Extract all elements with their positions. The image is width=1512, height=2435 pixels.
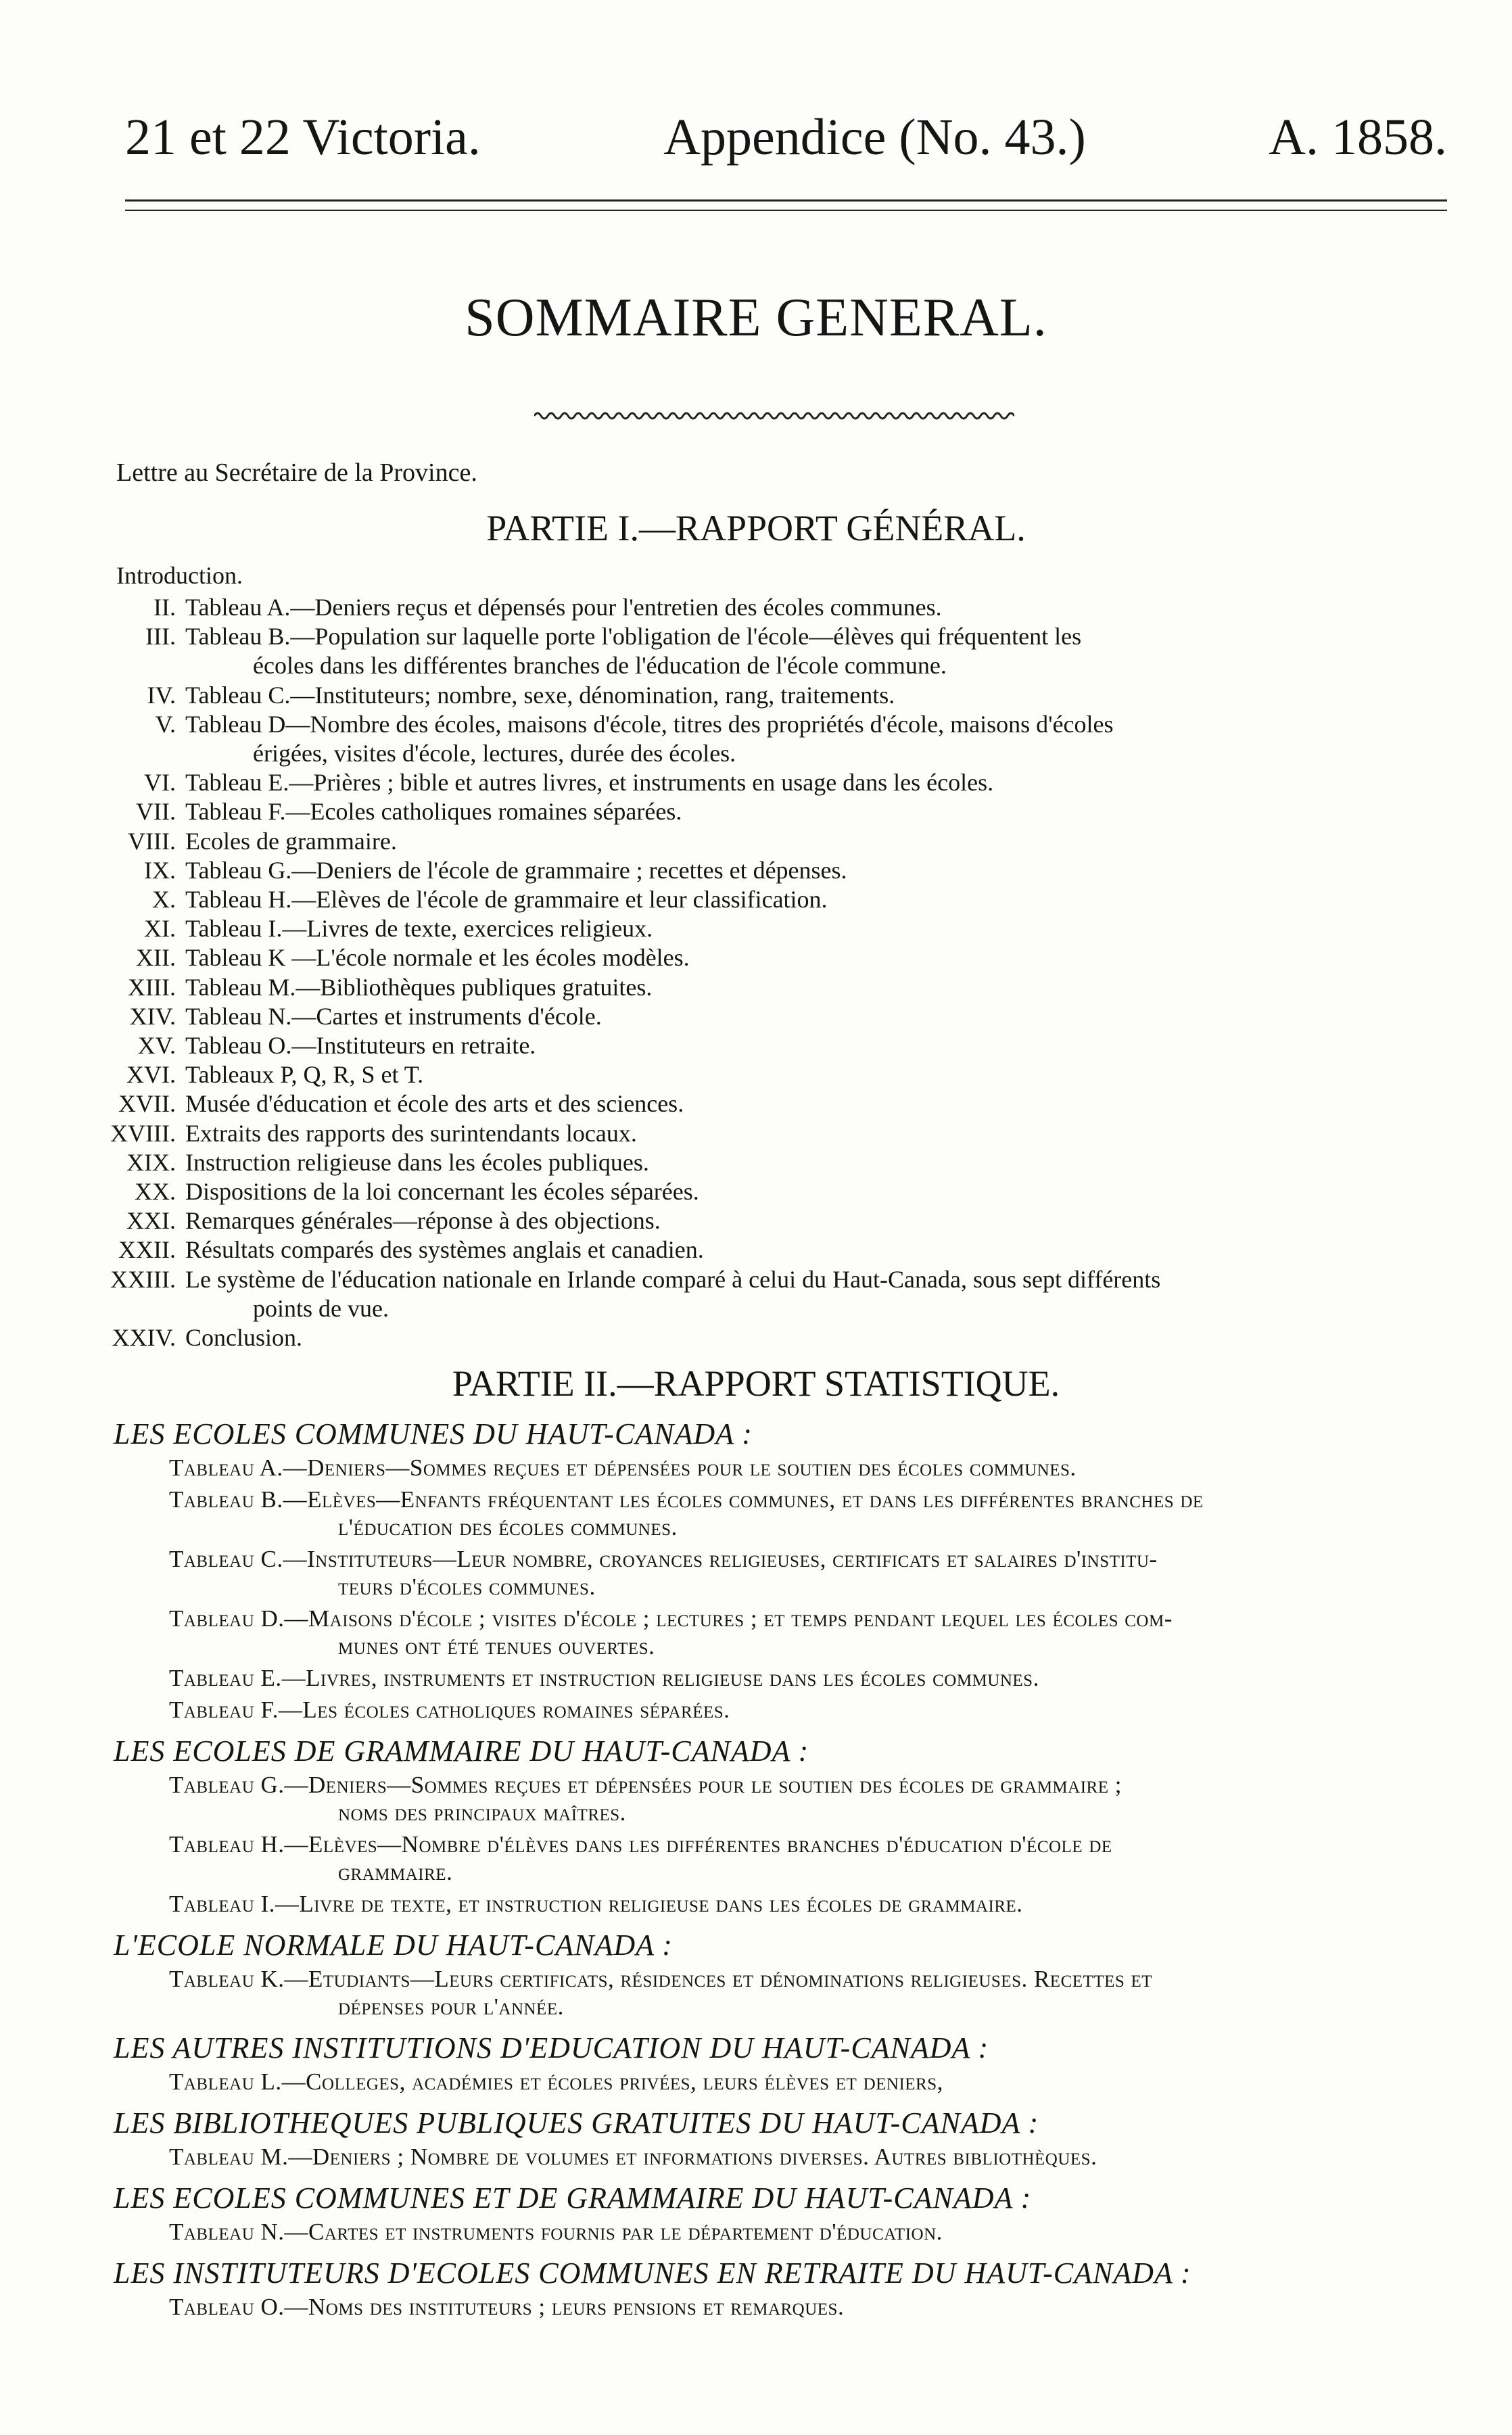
- part1-item: [74, 1237, 704, 1262]
- part1-item-text: Remarques générales—réponse à des objections.: [185, 1207, 661, 1235]
- part1-item-number: XIII.: [128, 973, 176, 1001]
- part1-item: [74, 683, 895, 707]
- part1-item: [74, 858, 847, 882]
- part1-item: [74, 1208, 661, 1233]
- part1-item-continuation: érigées, visites d'école, lectures, durée des écoles.: [253, 740, 736, 767]
- part1-item: [74, 712, 1114, 736]
- part1-item: [74, 829, 397, 853]
- part1-item-text: Tableau A.—Deniers reçus et dépensés pour l'entretien des écoles communes.: [185, 594, 942, 621]
- part1-item-number: XVII.: [118, 1090, 176, 1118]
- part1-item-number: VII.: [136, 798, 176, 826]
- part1-item: [74, 1033, 536, 1058]
- part2-table-entry: Tableau D.—Maisons d'école ; visites d'école ; lectures ; et temps pendant lequel les écoles com-: [169, 1605, 1173, 1632]
- part2-table-entry-continuation: noms des principaux maîtres.: [338, 1799, 626, 1826]
- part2-table-entry: Tableau O.—Noms des instituteurs ; leurs pensions et remarques.: [169, 2294, 845, 2320]
- part1-item-number: XXI.: [126, 1207, 176, 1235]
- header-session: 21 et 22 Victoria.: [125, 109, 481, 166]
- part2-table-entry-continuation: l'éducation des écoles communes.: [338, 1514, 678, 1540]
- letter-line: Lettre au Secrétaire de la Province.: [116, 458, 477, 487]
- part2-table-entry: Tableau M.—Deniers ; Nombre de volumes et informations diverses. Autres bibliothèques.: [169, 2144, 1097, 2170]
- part2-section-title: L'ECOLE NORMALE DU HAUT-CANADA :: [114, 1929, 673, 1962]
- part1-item: [74, 799, 682, 824]
- part1-item-text: Instruction religieuse dans les écoles publiques.: [185, 1148, 649, 1176]
- part1-item: [74, 1062, 423, 1087]
- part2-table-entry: Tableau K.—Etudiants—Leurs certificats, résidences et dénominations religieuses. Recettes et: [169, 1966, 1153, 1992]
- part1-item: [74, 770, 993, 795]
- part1-item: [74, 1004, 602, 1029]
- part1-item-number: XVI.: [126, 1061, 176, 1089]
- part1-item-number: III.: [145, 623, 176, 651]
- header-year: A. 1858.: [1269, 109, 1447, 166]
- part1-introduction: Introduction.: [116, 562, 243, 589]
- part1-item: [74, 595, 942, 619]
- part1-item-number: XI.: [144, 915, 176, 943]
- part1-item: [74, 945, 690, 970]
- part1-item-text: Tableau H.—Elèves de l'école de grammaire et leur classification.: [185, 886, 828, 913]
- part2-table-entry: Tableau G.—Deniers—Sommes reçues et dépensées pour le soutien des écoles de grammaire ;: [169, 1772, 1122, 1798]
- part1-item-number: VI.: [144, 769, 176, 797]
- part1-item: [74, 623, 1082, 651]
- part2-table-entry: Tableau E.—Livres, instruments et instruction religieuse dans les écoles communes.: [169, 1665, 1039, 1691]
- part2-table-entry-continuation: dépenses pour l'année.: [338, 1993, 564, 2020]
- part1-item: [74, 916, 653, 941]
- part1-item-number: XIV.: [129, 1002, 176, 1030]
- page-header: [125, 109, 1447, 166]
- part1-item-number: XII.: [136, 944, 176, 972]
- part1-item-number: V.: [155, 710, 176, 738]
- part1-item: [74, 975, 652, 999]
- part1-item-text: Tableaux P, Q, R, S et T.: [185, 1061, 424, 1089]
- part1-item: [74, 1091, 684, 1116]
- part1-item-text: Tableau D—Nombre des écoles, maisons d'école, titres des propriétés d'école, maisons d'écoles: [185, 710, 1114, 738]
- part2-heading: PARTIE II.—RAPPORT STATISTIQUE.: [452, 1363, 1060, 1404]
- part2-table-entry: Tableau A.—Deniers—Sommes reçues et dépensées pour le soutien des écoles communes.: [169, 1455, 1077, 1481]
- part2-section-title: LES ECOLES COMMUNES DU HAUT-CANADA :: [114, 1417, 753, 1450]
- part1-item: [74, 1325, 302, 1350]
- part1-item-text: Tableau G.—Deniers de l'école de grammaire ; recettes et dépenses.: [185, 856, 847, 884]
- header-rule-top: [125, 199, 1447, 202]
- part1-item: [74, 1179, 699, 1204]
- part2-table-entry: Tableau B.—Elèves—Enfants fréquentant les écoles communes, et dans les différentes branches de: [169, 1486, 1204, 1513]
- part1-item-number: IV.: [147, 681, 176, 709]
- part1-item-text: Tableau M.—Bibliothèques publiques gratuites.: [185, 973, 653, 1001]
- part1-item-text: Tableau O.—Instituteurs en retraite.: [185, 1032, 536, 1059]
- part1-item-text: Tableau N.—Cartes et instruments d'école.: [185, 1002, 602, 1030]
- part1-item-continuation: écoles dans les différentes branches de l'éducation de l'école commune.: [253, 652, 947, 680]
- part1-item-number: XXII.: [118, 1236, 176, 1264]
- part2-table-entry-continuation: munes ont été tenues ouvertes.: [338, 1633, 655, 1659]
- part1-item: [74, 1121, 637, 1145]
- part1-item-text: Conclusion.: [185, 1324, 303, 1351]
- part1-item-number: XXIV.: [112, 1324, 176, 1351]
- part1-item-continuation: points de vue.: [253, 1294, 389, 1322]
- part1-item-text: Tableau B.—Population sur laquelle porte l'obligation de l'école—élèves qui fréquentent les: [185, 623, 1082, 651]
- part2-section-title: LES AUTRES INSTITUTIONS D'EDUCATION DU HAUT-CANADA :: [114, 2031, 989, 2064]
- part2-section-title: LES BIBLIOTHEQUES PUBLIQUES GRATUITES DU HAUT-CANADA :: [114, 2106, 1039, 2140]
- part1-item-number: XV.: [137, 1032, 176, 1059]
- part1-item-text: Tableau F.—Ecoles catholiques romaines séparées.: [185, 798, 682, 826]
- part1-item-text: Extraits des rapports des surintendants locaux.: [185, 1119, 637, 1147]
- part2-section-title: LES INSTITUTEURS D'ECOLES COMMUNES EN RETRAITE DU HAUT-CANADA :: [114, 2256, 1191, 2290]
- part1-item-text: Tableau I.—Livres de texte, exercices religieux.: [185, 915, 653, 943]
- part1-item-text: Musée d'éducation et école des arts et des sciences.: [185, 1090, 684, 1118]
- part1-item-text: Tableau E.—Prières ; bible et autres livres, et instruments en usage dans les écoles.: [185, 769, 994, 797]
- part2-table-entry-continuation: grammaire.: [338, 1859, 453, 1885]
- part2-table-entry: Tableau I.—Livre de texte, et instruction religieuse dans les écoles de grammaire.: [169, 1891, 1023, 1917]
- part1-heading: PARTIE I.—RAPPORT GÉNÉRAL.: [486, 508, 1026, 548]
- part2-section-title: LES ECOLES COMMUNES ET DE GRAMMAIRE DU HAUT-CANADA :: [114, 2181, 1032, 2215]
- part2-section-title: LES ECOLES DE GRAMMAIRE DU HAUT-CANADA :: [114, 1734, 809, 1768]
- part1-item-number: XXIII.: [110, 1265, 176, 1293]
- part1-item-number: XX.: [135, 1178, 176, 1205]
- page-title: SOMMAIRE GENERAL.: [465, 288, 1047, 348]
- part1-item: [74, 887, 828, 912]
- part2-table-entry: Tableau L.—Colleges, académies et écoles privées, leurs élèves et deniers,: [169, 2068, 943, 2095]
- part1-item: [74, 1267, 1160, 1292]
- part1-item-number: XVIII.: [110, 1119, 176, 1147]
- header-rule-bottom: [125, 210, 1447, 211]
- part1-item-text: Tableau C.—Instituteurs; nombre, sexe, dénomination, rang, traitements.: [185, 681, 895, 709]
- part1-item-text: Tableau K —L'école normale et les écoles modèles.: [185, 944, 690, 972]
- part1-item-number: XIX.: [126, 1148, 176, 1176]
- part2-table-entry: Tableau N.—Cartes et instruments fournis par le département d'éducation.: [169, 2219, 943, 2245]
- title-ornament: [534, 409, 1014, 423]
- part2-table-entry: Tableau C.—Instituteurs—Leur nombre, croyances religieuses, certificats et salaires d'institu-: [169, 1546, 1158, 1572]
- part1-item-number: VIII.: [128, 827, 176, 855]
- part1-item: [74, 1150, 649, 1175]
- part2-table-entry: Tableau H.—Elèves—Nombre d'élèves dans les différentes branches d'éducation d'école de: [169, 1831, 1112, 1858]
- part2-table-entry: Tableau F.—Les écoles catholiques romaines séparées.: [169, 1697, 730, 1723]
- part1-item-text: Le système de l'éducation nationale en Irlande comparé à celui du Haut-Canada, sous sept différents: [185, 1265, 1161, 1293]
- part1-item-number: IX.: [144, 856, 176, 884]
- part1-item-text: Dispositions de la loi concernant les écoles séparées.: [185, 1178, 699, 1205]
- header-appendix: Appendice (No. 43.): [663, 109, 1086, 166]
- part1-item-text: Ecoles de grammaire.: [185, 827, 397, 855]
- part1-item-number: II.: [153, 594, 176, 621]
- part1-item-number: X.: [152, 886, 176, 913]
- part2-table-entry-continuation: teurs d'écoles communes.: [338, 1574, 596, 1600]
- part1-item-text: Résultats comparés des systèmes anglais et canadien.: [185, 1236, 704, 1264]
